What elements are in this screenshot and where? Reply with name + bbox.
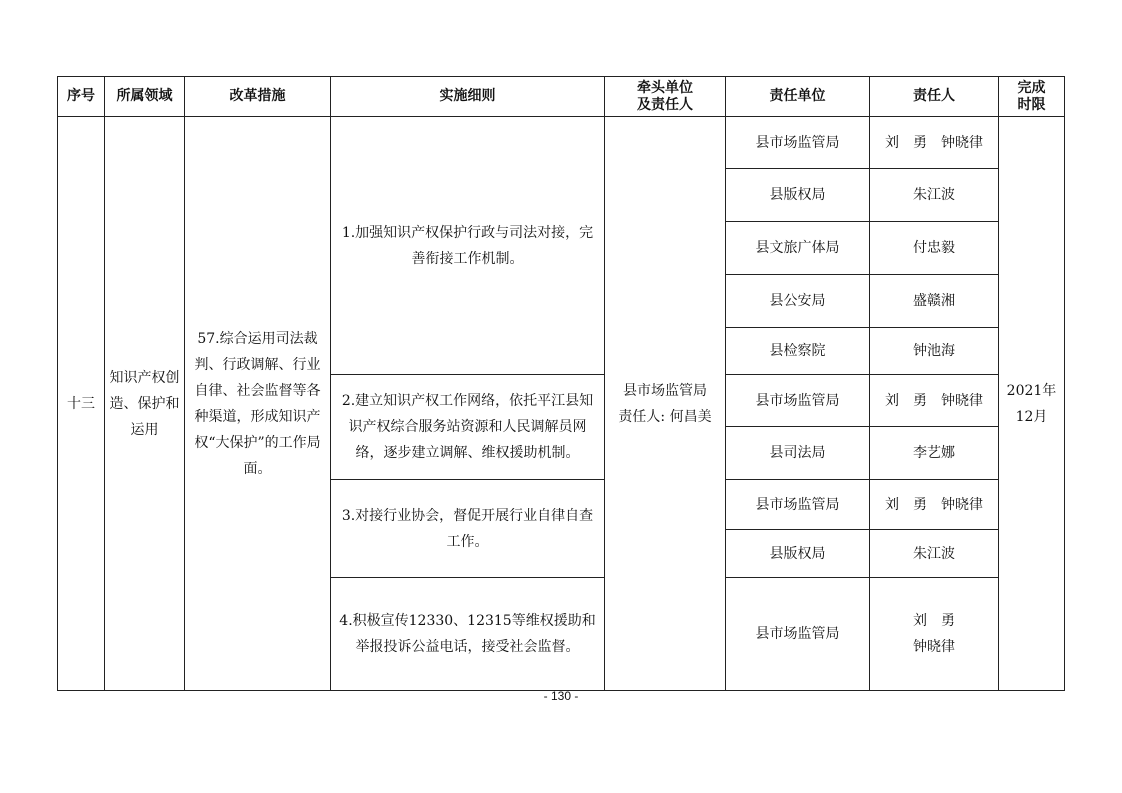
person-cell: 付忠毅 <box>870 222 999 275</box>
unit-cell: 县文旅广体局 <box>726 222 870 275</box>
person-cell: 朱江波 <box>870 530 999 578</box>
header-lead-line2: 及责任人 <box>637 96 693 113</box>
person-cell: 刘 勇 钟晓律 <box>870 117 999 169</box>
header-deadline-line2: 时限 <box>1017 96 1046 113</box>
person-cell: 钟池海 <box>870 328 999 375</box>
table-row <box>58 117 1065 169</box>
header-lead <box>605 77 726 117</box>
header-rules: 实施细则 <box>331 77 605 117</box>
unit-cell: 县市场监管局 <box>726 117 870 169</box>
header-deadline <box>999 77 1065 117</box>
person-line: 钟晓律 <box>913 639 955 655</box>
header-person: 责任人 <box>870 77 999 117</box>
header-deadline-line1: 完成 <box>1017 79 1046 96</box>
page-number: - 130 - <box>543 689 579 703</box>
reform-table <box>57 76 1065 691</box>
unit-cell: 县公安局 <box>726 275 870 328</box>
field-cell: 知识产权创造、保护和运用 <box>105 117 185 691</box>
rule-cell-4: 4.积极宣传12330、12315等维权援助和举报投诉公益电话，接受社会监督。 <box>331 578 605 691</box>
header-seq: 序号 <box>58 77 105 117</box>
person-cell <box>870 578 999 691</box>
person-cell: 朱江波 <box>870 169 999 222</box>
person-cell: 刘 勇 钟晓律 <box>870 375 999 427</box>
lead-person: 责任人: 何昌美 <box>618 408 712 425</box>
unit-cell: 县司法局 <box>726 427 870 480</box>
unit-cell: 县版权局 <box>726 530 870 578</box>
lead-cell <box>605 117 726 691</box>
unit-cell: 县检察院 <box>726 328 870 375</box>
deadline-year: 2021年 <box>1006 382 1057 399</box>
lead-unit: 县市场监管局 <box>623 382 707 399</box>
seq-cell: 十三 <box>58 117 105 691</box>
rule-cell-3: 3.对接行业协会，督促开展行业自律自查工作。 <box>331 480 605 578</box>
person-cell: 盛赣湘 <box>870 275 999 328</box>
header-measure: 改革措施 <box>185 77 331 117</box>
deadline-month: 12月 <box>1015 408 1048 425</box>
unit-cell: 县市场监管局 <box>726 375 870 427</box>
measure-cell: 57.综合运用司法裁判、行政调解、行业自律、社会监督等各种渠道，形成知识产权“大保护”的工作局面。 <box>185 117 331 691</box>
person-line: 刘 勇 <box>913 613 955 629</box>
unit-cell: 县市场监管局 <box>726 578 870 691</box>
person-cell: 李艺娜 <box>870 427 999 480</box>
header-row <box>58 77 1065 117</box>
unit-cell: 县市场监管局 <box>726 480 870 530</box>
rule-cell-1: 1.加强知识产权保护行政与司法对接，完善衔接工作机制。 <box>331 117 605 375</box>
deadline-cell <box>999 117 1065 691</box>
header-unit: 责任单位 <box>726 77 870 117</box>
unit-cell: 县版权局 <box>726 169 870 222</box>
person-cell: 刘 勇 钟晓律 <box>870 480 999 530</box>
header-lead-line1: 牵头单位 <box>637 79 693 96</box>
rule-cell-2: 2.建立知识产权工作网络，依托平江县知识产权综合服务站资源和人民调解员网络，逐步建立调解、维权援助机制。 <box>331 375 605 480</box>
header-field: 所属领域 <box>105 77 185 117</box>
